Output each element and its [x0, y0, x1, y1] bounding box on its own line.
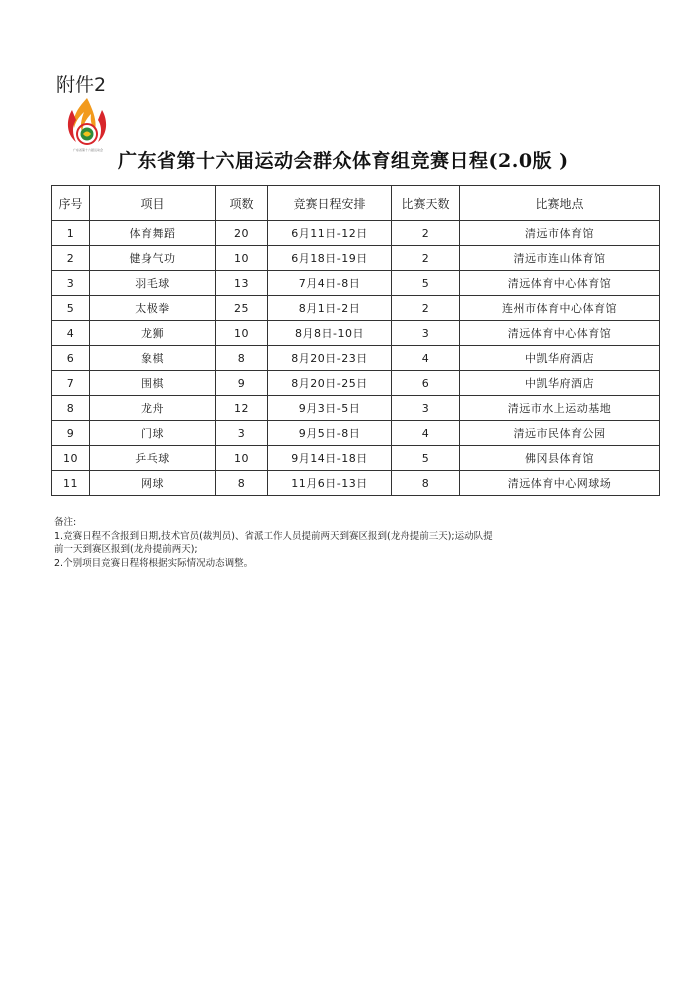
cell-venue: 中凯华府酒店 [460, 346, 660, 371]
cell-event: 体育舞蹈 [90, 221, 216, 246]
cell-venue: 清远体育中心体育馆 [460, 321, 660, 346]
cell-venue: 中凯华府酒店 [460, 371, 660, 396]
cell-days: 4 [392, 421, 460, 446]
cell-event: 围棋 [90, 371, 216, 396]
cell-venue: 清远体育中心网球场 [460, 471, 660, 496]
cell-days: 3 [392, 321, 460, 346]
cell-venue: 清远市连山体育馆 [460, 246, 660, 271]
cell-dates: 9月5日-8日 [268, 421, 392, 446]
table-row [52, 321, 660, 346]
cell-event: 太极拳 [90, 296, 216, 321]
table-row [52, 446, 660, 471]
cell-no: 11 [52, 471, 90, 496]
table-row [52, 346, 660, 371]
table-row [52, 421, 660, 446]
cell-event: 龙狮 [90, 321, 216, 346]
cell-venue: 清远市体育馆 [460, 221, 660, 246]
table-row [52, 271, 660, 296]
cell-days: 2 [392, 246, 460, 271]
cell-days: 3 [392, 396, 460, 421]
schedule-table [51, 185, 660, 496]
cell-days: 6 [392, 371, 460, 396]
note-line: 2.个别项目竞赛日程将根据实际情况动态调整。 [54, 557, 254, 569]
cell-no: 4 [52, 321, 90, 346]
note-line: 1.竞赛日程不含报到日期,技术官员(裁判员)、省派工作人员提前两天到赛区报到(龙舟提前三天);运动队提 [54, 530, 493, 542]
cell-days: 2 [392, 221, 460, 246]
games-flame-emblem-icon [64, 96, 110, 156]
column-header-no: 序号 [52, 186, 90, 221]
column-header-days: 比赛天数 [392, 186, 460, 221]
column-header-dates: 竞赛日程安排 [268, 186, 392, 221]
cell-count: 10 [216, 446, 268, 471]
cell-dates: 8月1日-2日 [268, 296, 392, 321]
notes-heading: 备注: [54, 517, 77, 528]
note-line: 前一天到赛区报到(龙舟提前两天); [54, 544, 198, 555]
cell-count: 10 [216, 321, 268, 346]
cell-dates: 6月11日-12日 [268, 221, 392, 246]
cell-count: 10 [216, 246, 268, 271]
logo-caption: 广东省第十六届运动会 [72, 148, 103, 152]
cell-event: 羽毛球 [90, 271, 216, 296]
cell-days: 5 [392, 446, 460, 471]
cell-no: 9 [52, 421, 90, 446]
cell-dates: 6月18日-19日 [268, 246, 392, 271]
cell-days: 4 [392, 346, 460, 371]
cell-event: 龙舟 [90, 396, 216, 421]
cell-count: 9 [216, 371, 268, 396]
table-row [52, 221, 660, 246]
notes-section [54, 516, 664, 570]
table-row [52, 471, 660, 496]
cell-event: 健身气功 [90, 246, 216, 271]
cell-event: 象棋 [90, 346, 216, 371]
cell-count: 8 [216, 471, 268, 496]
cell-venue: 清远体育中心体育馆 [460, 271, 660, 296]
cell-no: 5 [52, 296, 90, 321]
cell-no: 2 [52, 246, 90, 271]
cell-venue: 清远市民体育公园 [460, 421, 660, 446]
cell-count: 25 [216, 296, 268, 321]
cell-count: 20 [216, 221, 268, 246]
cell-dates: 8月8日-10日 [268, 321, 392, 346]
cell-count: 8 [216, 346, 268, 371]
table-row [52, 296, 660, 321]
cell-event: 门球 [90, 421, 216, 446]
cell-venue: 连州市体育中心体育馆 [460, 296, 660, 321]
cell-venue: 清远市水上运动基地 [460, 396, 660, 421]
cell-dates: 8月20日-25日 [268, 371, 392, 396]
cell-dates: 8月20日-23日 [268, 346, 392, 371]
cell-venue: 佛冈县体育馆 [460, 446, 660, 471]
column-header-event: 项目 [90, 186, 216, 221]
cell-count: 13 [216, 271, 268, 296]
attachment-label: 附件2 [56, 74, 107, 96]
cell-days: 8 [392, 471, 460, 496]
cell-dates: 11月6日-13日 [268, 471, 392, 496]
cell-no: 3 [52, 271, 90, 296]
cell-event: 网球 [90, 471, 216, 496]
table-row [52, 246, 660, 271]
cell-dates: 7月4日-8日 [268, 271, 392, 296]
table-header-row [52, 186, 660, 221]
cell-event: 乒乓球 [90, 446, 216, 471]
cell-days: 2 [392, 296, 460, 321]
column-header-venue: 比赛地点 [460, 186, 660, 221]
cell-no: 6 [52, 346, 90, 371]
cell-no: 1 [52, 221, 90, 246]
cell-no: 8 [52, 396, 90, 421]
table-row [52, 371, 660, 396]
cell-dates: 9月3日-5日 [268, 396, 392, 421]
column-header-count: 项数 [216, 186, 268, 221]
cell-days: 5 [392, 271, 460, 296]
table-row [52, 396, 660, 421]
cell-count: 3 [216, 421, 268, 446]
cell-count: 12 [216, 396, 268, 421]
cell-no: 7 [52, 371, 90, 396]
page-title: 广东省第十六届运动会群众体育组竞赛日程(2.0版 ) [118, 150, 569, 172]
cell-no: 10 [52, 446, 90, 471]
cell-dates: 9月14日-18日 [268, 446, 392, 471]
